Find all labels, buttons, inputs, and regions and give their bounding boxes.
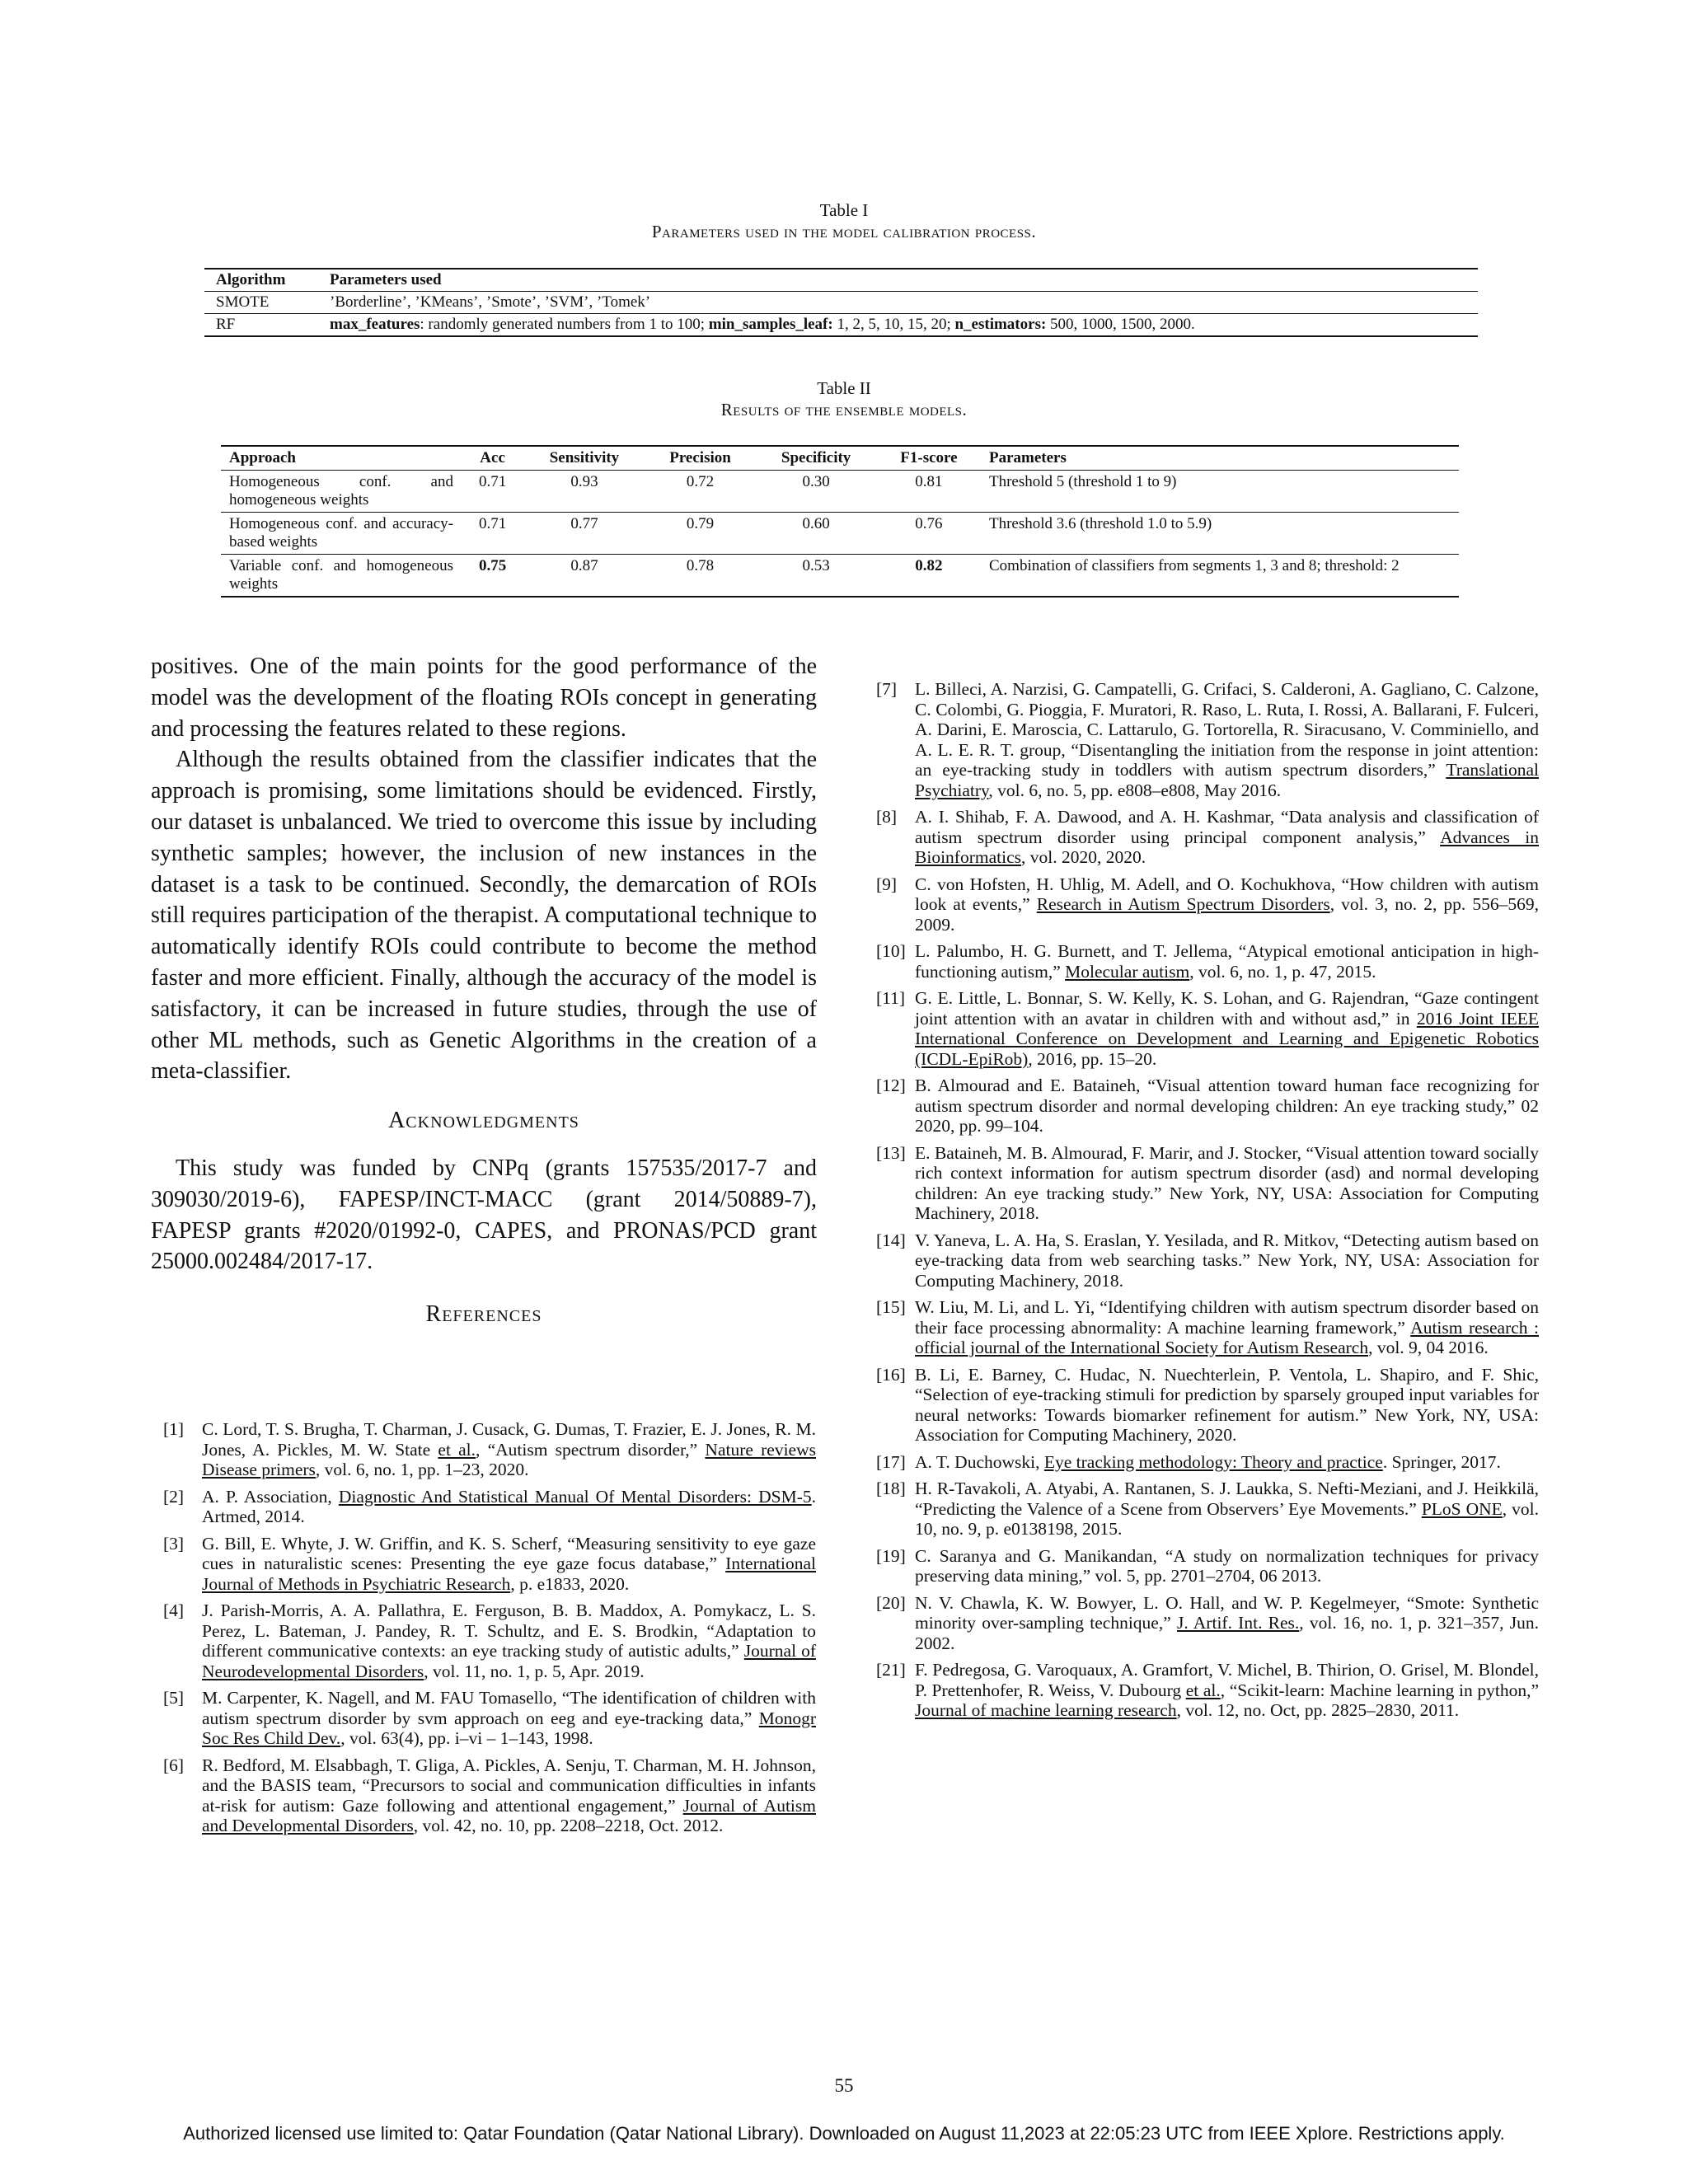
table2-header: Acc bbox=[462, 446, 523, 471]
reference-number: [3] bbox=[163, 1533, 185, 1554]
reference-venue: 2016 Joint IEEE International Conference on Development and Learning and Epigenetic Robotics (ICDL-EpiRob) bbox=[915, 1008, 1540, 1069]
table-row bbox=[221, 513, 1459, 555]
reference-text: A. P. Association, bbox=[202, 1486, 339, 1507]
reference-number: [7] bbox=[876, 679, 898, 699]
references-heading: References bbox=[425, 1301, 542, 1328]
param-key: min_samples_leaf: bbox=[708, 316, 833, 333]
reference-text: R. Bedford, M. Elsabbagh, T. Gliga, A. Pickles, A. Senju, T. Charman, M. H. Johnson, and the BASIS team, “Precursors to social and communication difficulties in infants at-risk for autism: Gaze following and attentional engagement,” bbox=[202, 1755, 816, 1816]
reference-number: [12] bbox=[876, 1076, 906, 1095]
table-row bbox=[221, 555, 1459, 598]
reference-item bbox=[870, 679, 1539, 800]
reference-venue: Translational Psychiatry bbox=[915, 760, 1539, 800]
paragraph: positives. One of the main points for the good performance of the model was the development of the floating ROIs concept in generating and processing the features related to these regions. bbox=[151, 654, 817, 742]
reference-item bbox=[870, 988, 1539, 1069]
table1-cell: ’Borderline’, ’KMeans’, ’Smote’, ’SVM’, ’Tomek’ bbox=[330, 293, 651, 311]
table2 bbox=[221, 445, 1459, 598]
param-key: n_estimators: bbox=[954, 316, 1047, 333]
reference-text: , vol. 6, no. 1, p. 47, 2015. bbox=[1189, 961, 1376, 982]
reference-number: [4] bbox=[163, 1601, 185, 1620]
table-row bbox=[204, 314, 1478, 337]
table1-title: Parameters used in the model calibration process. bbox=[651, 222, 1037, 241]
reference-venue: Monogr Soc Res Child Dev. bbox=[202, 1708, 816, 1748]
reference-text: F. Pedregosa, G. Varoquaux, A. Gramfort, V. Michel, B. Thirion, O. Grisel, M. Blondel, P. Prettenhofer, R. Weiss, V. Dubourg bbox=[915, 1660, 1539, 1700]
param-key: max_features bbox=[330, 316, 420, 333]
reference-number: [5] bbox=[163, 1688, 185, 1708]
license-footer: Authorized licensed use limited to: Qatar Foundation (Qatar National Library). Downloaded on August 11,2023 at 22:05:23 UTC from IEEE Xplore. Restrictions apply. bbox=[183, 2123, 1505, 2144]
reference-text: , vol. 3, no. 2, pp. 556–569, 2009. bbox=[915, 894, 1539, 935]
table2-header: F1-score bbox=[877, 446, 981, 471]
table1-header-params: Parameters used bbox=[318, 269, 1478, 292]
reference-text: A. I. Shihab, F. A. Dawood, and A. H. Kashmar, “Data analysis and classification of autism spectrum disorder using principal component analysis,” bbox=[915, 807, 1539, 847]
table2-cell: 0.82 bbox=[877, 555, 981, 598]
reference-text: C. von Hofsten, H. Uhlig, M. Adell, and O. Kochukhova, “How children with autism look at events,” bbox=[915, 874, 1539, 914]
reference-venue: J. Artif. Int. Res. bbox=[1177, 1613, 1300, 1633]
reference-item bbox=[870, 1660, 1539, 1721]
reference-text: J. Parish-Morris, A. A. Pallathra, E. Ferguson, B. B. Maddox, A. Pomykacz, L. S. Perez, L. Bateman, J. Pandey, R. T. Schultz, and E. S. Brodkin, “Adaptation to different communicative contexts: an eye tracking study of autistic adults,” bbox=[202, 1601, 816, 1661]
reference-venue: et al. bbox=[1185, 1680, 1221, 1700]
reference-item bbox=[870, 807, 1539, 868]
page-number: 55 bbox=[834, 2075, 854, 2096]
table2-cell: 0.76 bbox=[877, 513, 981, 555]
reference-venue: PLoS ONE bbox=[1421, 1498, 1503, 1519]
reference-number: [13] bbox=[876, 1142, 906, 1163]
reference-item bbox=[870, 1546, 1539, 1586]
table1 bbox=[204, 268, 1478, 337]
reference-number: [11] bbox=[876, 988, 906, 1008]
reference-number: [8] bbox=[876, 807, 898, 827]
table2-cell: Variable conf. and homogeneous weights bbox=[221, 555, 462, 598]
table-row bbox=[204, 292, 1478, 314]
table2-cell: 0.72 bbox=[686, 473, 715, 490]
reference-number: [2] bbox=[163, 1486, 185, 1507]
table1-header-algorithm: Algorithm bbox=[204, 269, 318, 292]
reference-text: . Artmed, 2014. bbox=[202, 1486, 816, 1526]
reference-item bbox=[157, 1419, 816, 1480]
reference-item bbox=[157, 1755, 816, 1836]
reference-text: , vol. 42, no. 10, pp. 2208–2218, Oct. 2012. bbox=[413, 1816, 724, 1835]
table2-header: Precision bbox=[645, 446, 756, 471]
reference-number: [15] bbox=[876, 1297, 906, 1317]
table2-title: Results of the ensemble models. bbox=[720, 400, 968, 419]
reference-number: [6] bbox=[163, 1755, 185, 1775]
table2-cell: Homogeneous conf. and homogeneous weights bbox=[229, 473, 453, 509]
table2-cell: 0.75 bbox=[462, 555, 523, 598]
reference-item bbox=[870, 941, 1539, 982]
reference-item bbox=[157, 1534, 816, 1595]
reference-item bbox=[870, 1452, 1539, 1473]
reference-text: W. Liu, M. Li, and L. Yi, “Identifying children with autism spectrum disorder based on their face processing abnormality: A machine learning framework,” bbox=[915, 1297, 1539, 1338]
reference-item bbox=[870, 1297, 1539, 1358]
reference-text: G. Bill, E. Whyte, J. W. Griffin, and K. S. Scherf, “Measuring sensitivity to eye gaze cues in naturalistic scenes: Presenting the eye gaze focus database,” bbox=[202, 1533, 816, 1573]
reference-text: , vol. 12, no. Oct, pp. 2825–2830, 2011. bbox=[1176, 1700, 1460, 1720]
table1-cell bbox=[318, 314, 1478, 337]
reference-text: , vol. 11, no. 1, p. 5, Apr. 2019. bbox=[424, 1661, 645, 1681]
reference-item bbox=[157, 1688, 816, 1749]
reference-text: , 2016, pp. 15–20. bbox=[1028, 1048, 1157, 1069]
reference-venue: Journal of Neurodevelopmental Disorders bbox=[202, 1641, 817, 1681]
reference-text: , vol. 6, no. 1, pp. 1–23, 2020. bbox=[315, 1460, 529, 1479]
reference-venue: et al. bbox=[438, 1439, 476, 1460]
reference-text: , vol. 63(4), pp. i–vi – 1–143, 1998. bbox=[340, 1728, 593, 1748]
acknowledgments-heading: Acknowledgments bbox=[388, 1108, 579, 1134]
table1-cell: RF bbox=[204, 314, 318, 337]
reference-number: [19] bbox=[876, 1545, 906, 1566]
table2-label: Table II bbox=[817, 378, 871, 398]
table2-cell: 0.71 bbox=[478, 473, 507, 490]
param-value: 500, 1000, 1500, 2000. bbox=[1046, 316, 1195, 333]
reference-item bbox=[870, 874, 1539, 935]
reference-number: [9] bbox=[876, 874, 898, 894]
reference-text: . Springer, 2017. bbox=[1382, 1451, 1501, 1472]
reference-number: [1] bbox=[163, 1419, 185, 1439]
table2-cell: Threshold 3.6 (threshold 1.0 to 5.9) bbox=[981, 513, 1459, 555]
reference-text: A. T. Duchowski, bbox=[915, 1451, 1044, 1472]
reference-text: C. Lord, T. S. Brugha, T. Charman, J. Cusack, G. Dumas, T. Frazier, E. J. Jones, R. M. Jones, A. Pickles, M. W. State bbox=[202, 1419, 816, 1460]
table2-cell: 0.87 bbox=[523, 555, 645, 598]
reference-text: B. Almourad and E. Bataineh, “Visual attention toward human face recognizing for autism spectrum disorder and normal developing children: An eye tracking study,” 02 2020, pp. 99–104. bbox=[915, 1076, 1539, 1136]
reference-text: N. V. Chawla, K. W. Bowyer, L. O. Hall, and W. P. Kegelmeyer, “Smote: Synthetic minority over-sampling technique,” bbox=[915, 1592, 1539, 1633]
table2-cell: 0.71 bbox=[462, 513, 523, 555]
reference-venue: Journal of Autism and Developmental Disorders bbox=[202, 1795, 816, 1835]
table2-header: Parameters bbox=[981, 446, 1459, 471]
reference-item bbox=[157, 1487, 816, 1527]
table2-header: Specificity bbox=[755, 446, 877, 471]
reference-venue: Eye tracking methodology: Theory and practice bbox=[1043, 1451, 1383, 1472]
table1-cell: SMOTE bbox=[216, 293, 270, 311]
reference-item bbox=[870, 1230, 1539, 1291]
reference-text: , “Autism spectrum disorder,” bbox=[476, 1439, 706, 1460]
reference-text: G. E. Little, L. Bonnar, S. W. Kelly, K. S. Lohan, and G. Rajendran, “Gaze contingent joint attention with an avatar in children with and without asd,” in bbox=[915, 988, 1539, 1029]
reference-text: , “Scikit-learn: Machine learning in python,” bbox=[1220, 1680, 1539, 1700]
reference-item bbox=[870, 1076, 1539, 1137]
reference-text: L. Palumbo, H. G. Burnett, and T. Jellema, “Atypical emotional anticipation in high-functioning autism,” bbox=[915, 941, 1539, 982]
table2-cell: 0.60 bbox=[755, 513, 877, 555]
table-row bbox=[221, 471, 1459, 513]
reference-text: V. Yaneva, L. A. Ha, S. Eraslan, Y. Yesilada, and R. Mitkov, “Detecting autism based on eye-tracking data from web searching tasks.” New York, NY, USA: Association for Computing Machinery, 2018. bbox=[915, 1230, 1539, 1291]
reference-text: , p. e1833, 2020. bbox=[510, 1573, 630, 1594]
reference-item bbox=[870, 1593, 1539, 1654]
reference-venue: Research in Autism Spectrum Disorders bbox=[1036, 894, 1330, 914]
param-value: : randomly generated numbers from 1 to 100; bbox=[420, 316, 709, 333]
table2-cell: 0.93 bbox=[570, 473, 598, 490]
reference-venue: Journal of machine learning research bbox=[915, 1700, 1177, 1720]
reference-text: E. Bataineh, M. B. Almourad, F. Marir, and J. Stocker, “Visual attention toward socially rich context information for autism spectrum disorder (asd) and normal developing children: An eye tracking study.” New York, NY, USA: Association for Computing Machinery, 2018. bbox=[915, 1142, 1539, 1223]
reference-text: M. Carpenter, K. Nagell, and M. FAU Tomasello, “The identification of children with autism spectrum disorder by svm approach on eeg and eye-tracking data,” bbox=[202, 1688, 816, 1728]
reference-text: B. Li, E. Barney, C. Hudac, N. Nuechterlein, P. Ventola, L. Shapiro, and F. Shic, “Selection of eye-tracking stimuli for prediction by sparsely grouped input variables for neural networks: Towards biomarker refinement for autism.” New York, NY, USA: Association for Computing Machinery, 2020. bbox=[915, 1364, 1539, 1445]
table2-cell: Combination of classifiers from segments 1, 3 and 8; threshold: 2 bbox=[981, 555, 1459, 598]
reference-item bbox=[157, 1601, 816, 1681]
reference-item bbox=[870, 1143, 1539, 1224]
table2-cell: 0.77 bbox=[523, 513, 645, 555]
paragraph: This study was funded by CNPq (grants 157535/2017-7 and 309030/2019-6), FAPESP/INCT-MACC (grant 2014/50889-7), FAPESP grants #2020/01992-0, CAPES, and PRONAS/PCD grant 25000.002484/2017-17. bbox=[151, 1155, 817, 1275]
reference-text: , vol. 2020, 2020. bbox=[1020, 847, 1146, 867]
param-value: 1, 2, 5, 10, 15, 20; bbox=[832, 316, 955, 333]
table2-cell: 0.78 bbox=[645, 555, 756, 598]
reference-text: , vol. 9, 04 2016. bbox=[1368, 1338, 1489, 1357]
references-right bbox=[870, 679, 1539, 1727]
table2-cell: 0.53 bbox=[755, 555, 877, 598]
table1-caption bbox=[0, 199, 1688, 242]
reference-venue: Diagnostic And Statistical Manual Of Mental Disorders: DSM-5 bbox=[338, 1486, 812, 1507]
table2-header: Approach bbox=[221, 446, 462, 471]
references-left bbox=[157, 1419, 816, 1843]
table2-cell: 0.30 bbox=[802, 473, 830, 490]
paragraph: Although the results obtained from the classifier indicates that the approach is promising, some limitations should be evidenced. Firstly, our dataset is unbalanced. We tried to overcome this issue by including synthetic samples; however, the inclusion of new instances in the dataset is a task to be continued. Secondly, the demarcation of ROIs still requires participation of the therapist. A computational technique to automatically identify ROIs could contribute to become the method faster and more efficient. Finally, although the accuracy of the model is satisfactory, it can be increased in future studies, through the use of other ML methods, such as Genetic Algorithms in the creation of a meta-classifier. bbox=[151, 747, 817, 1085]
reference-venue: International Journal of Methods in Psychiatric Research bbox=[202, 1554, 816, 1594]
reference-text: H. R-Tavakoli, A. Atyabi, A. Rantanen, S. J. Laukka, S. Nefti-Meziani, and J. Heikkilä, “Predicting the Valence of a Scene from Observers’ Eye Movements.” bbox=[915, 1479, 1539, 1519]
reference-text: , vol. 10, no. 9, p. e0138198, 2015. bbox=[915, 1498, 1539, 1539]
reference-number: [18] bbox=[876, 1479, 906, 1498]
reference-item bbox=[870, 1479, 1539, 1540]
reference-number: [14] bbox=[876, 1230, 906, 1250]
table2-cell: 0.79 bbox=[645, 513, 756, 555]
reference-number: [17] bbox=[876, 1451, 906, 1472]
reference-number: [20] bbox=[876, 1592, 906, 1613]
reference-item bbox=[870, 1365, 1539, 1446]
reference-venue: Autism research : official journal of the International Society for Autism Research bbox=[915, 1317, 1539, 1357]
reference-venue: Advances in Bioinformatics bbox=[915, 827, 1539, 867]
reference-text: C. Saranya and G. Manikandan, “A study on normalization techniques for privacy preserving data mining,” vol. 5, pp. 2701–2704, 06 2013. bbox=[915, 1545, 1539, 1586]
reference-venue: Nature reviews Disease primers bbox=[202, 1439, 816, 1479]
reference-text: , vol. 16, no. 1, p. 321–357, Jun. 2002. bbox=[915, 1613, 1539, 1653]
reference-number: [21] bbox=[876, 1660, 906, 1680]
table2-cell: Homogeneous conf. and accuracy-based weights bbox=[221, 513, 462, 555]
reference-text: , vol. 6, no. 5, pp. e808–e808, May 2016. bbox=[988, 780, 1282, 800]
table2-caption bbox=[0, 377, 1688, 420]
table2-cell: Threshold 5 (threshold 1 to 9) bbox=[989, 473, 1177, 490]
reference-number: [10] bbox=[876, 941, 906, 961]
left-column bbox=[151, 651, 817, 1347]
table1-label: Table I bbox=[819, 200, 869, 220]
table2-header: Sensitivity bbox=[523, 446, 645, 471]
reference-text: L. Billeci, A. Narzisi, G. Campatelli, G. Crifaci, S. Calderoni, A. Gagliano, C. Calzone, C. Colombi, G. Pioggia, F. Muratori, R. Raso, L. Ruta, I. Rossi, A. Ballarani, F. Fulceri, A. Darini, E. Maroscia, C. Lattarulo, G. Tortorella, R. Siracusano, V. Comminiello, and A. L. E. R. T. group, “Disentangling the initiation from the response in joint attention: an eye-tracking study in toddlers with autism spectrum disorders,” bbox=[915, 679, 1539, 780]
reference-number: [16] bbox=[876, 1364, 906, 1385]
reference-venue: Molecular autism bbox=[1065, 961, 1190, 982]
table2-cell: 0.81 bbox=[915, 473, 943, 490]
